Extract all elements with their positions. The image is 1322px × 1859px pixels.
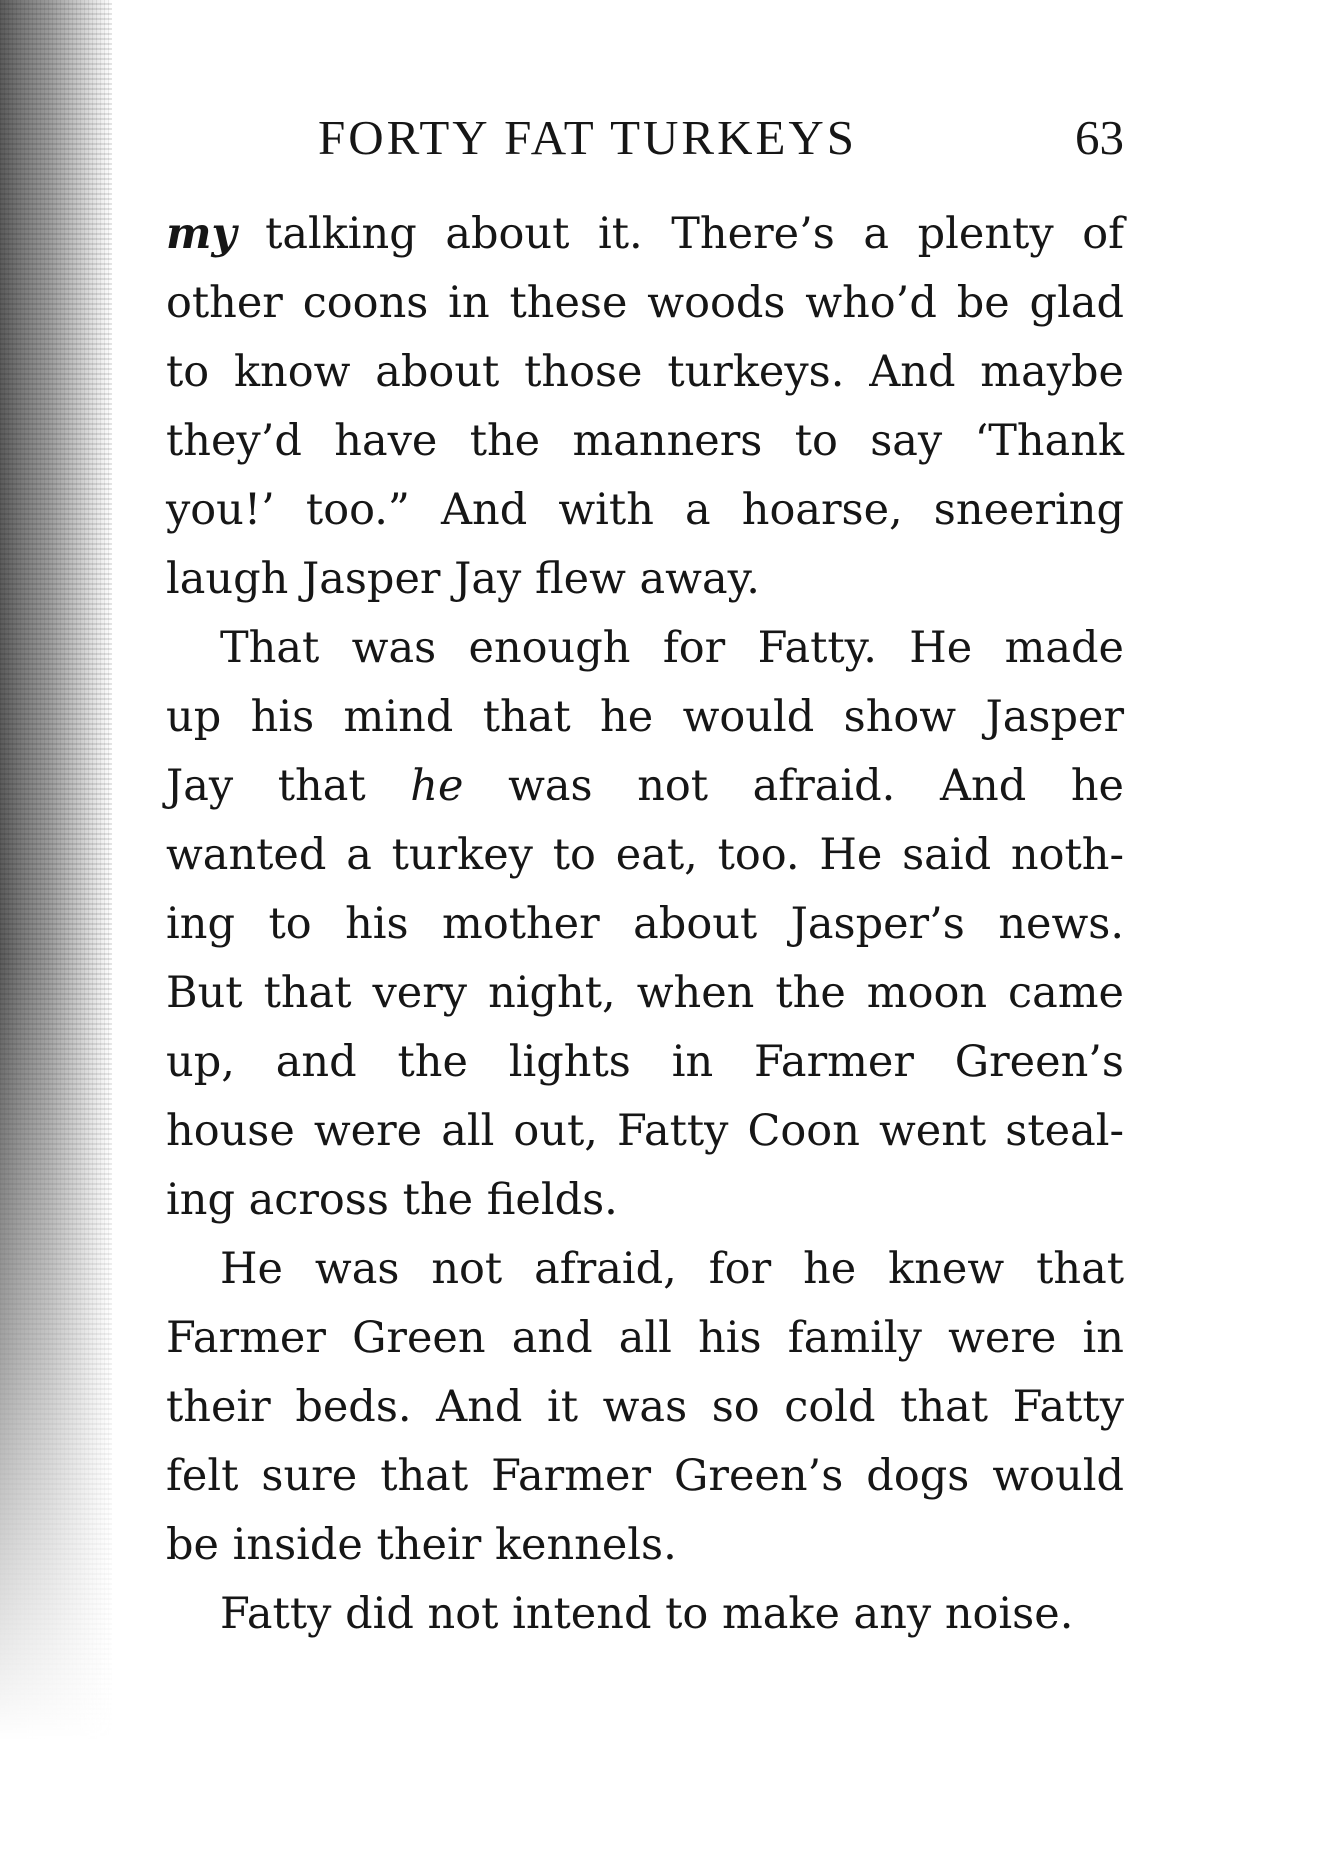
text-line: Fatty did not intend to make any noise.: [220, 1589, 1074, 1639]
text-line: felt sure that Farmer Green’s dogs would: [166, 1451, 1124, 1501]
text-line: be inside their kennels.: [166, 1520, 677, 1570]
emphasis: he: [410, 761, 464, 811]
text-line: ing across the fields.: [166, 1175, 618, 1225]
page-number: 63: [1075, 110, 1124, 165]
text-line: their beds. And it was so cold that Fatty: [166, 1382, 1124, 1432]
text-line: they’d have the manners to say ‘Thank: [166, 416, 1124, 466]
running-title: FORTY FAT TURKEYS: [318, 110, 858, 165]
text-line: [166, 200, 1124, 269]
emphasis: my: [166, 209, 237, 259]
text-line: up, and the lights in Farmer Green’s: [166, 1037, 1124, 1087]
line-text: was not afraid. And he: [463, 761, 1124, 811]
text-line: other coons in these woods who’d be glad: [166, 278, 1124, 328]
text-line: to know about those turkeys. And maybe: [166, 347, 1124, 397]
text-line: up his mind that he would show Jasper: [166, 692, 1124, 742]
line-text: Jay that: [166, 761, 411, 811]
text-line: ing to his mother about Jasper’s news.: [166, 899, 1124, 949]
text-line: But that very night, when the moon came: [166, 968, 1124, 1018]
line-text: talking about it. There’s a plenty of: [236, 209, 1124, 259]
gutter-shadow: [0, 0, 112, 1740]
text-line: wanted a turkey to eat, too. He said noth-: [166, 830, 1124, 880]
text-line: laugh Jasper Jay flew away.: [166, 554, 760, 604]
text-line: you!’ too.” And with a hoarse, sneering: [166, 485, 1124, 535]
text-line: He was not afraid, for he knew that: [220, 1244, 1124, 1294]
text-line: That was enough for Fatty. He made: [220, 623, 1124, 673]
running-head: [318, 108, 1124, 168]
text-line: [166, 752, 1124, 821]
text-line: Farmer Green and all his family were in: [166, 1313, 1124, 1363]
text-line: house were all out, Fatty Coon went steal-: [166, 1106, 1124, 1156]
body-text: [166, 200, 1124, 1649]
